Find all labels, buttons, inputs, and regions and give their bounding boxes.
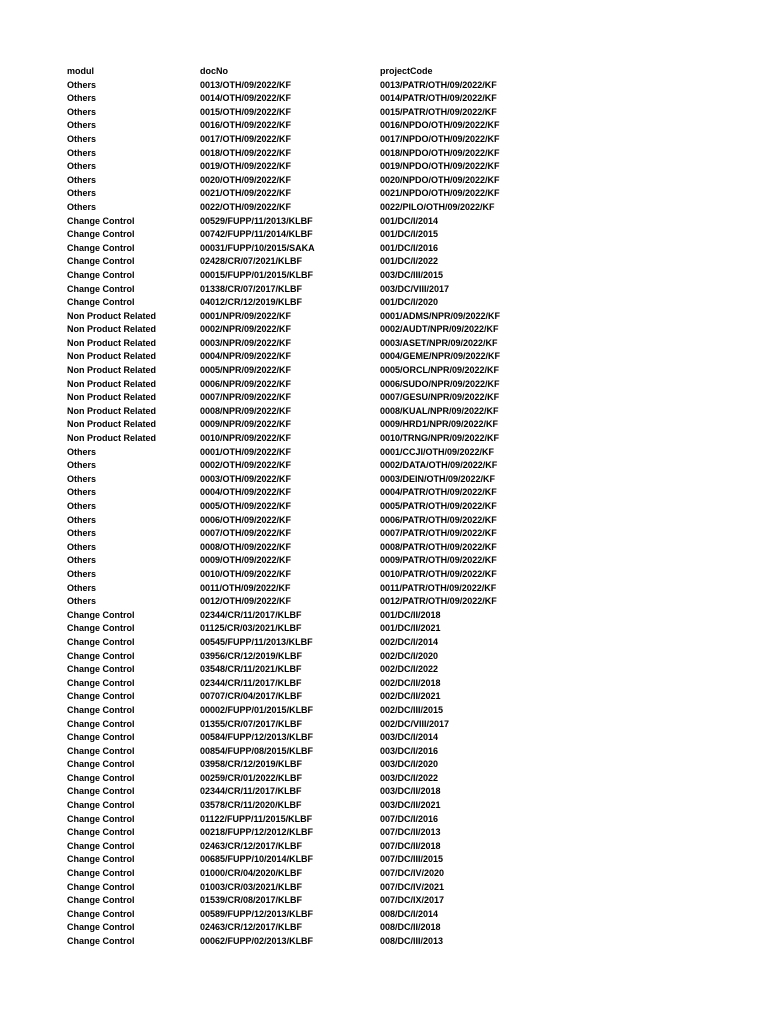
docno-cell: 0020/OTH/09/2022/KF: [200, 174, 292, 185]
projectcode-cell: 0005/ORCL/NPR/09/2022/KF: [380, 365, 500, 376]
docno-cell: 0001/OTH/09/2022/KF: [200, 446, 292, 457]
table-row: [67, 92, 530, 106]
projectcode-cell: 0020/NPDO/OTH/09/2022/KF: [380, 174, 500, 185]
docno-cell: 02344/CR/11/2017/KLBF: [200, 786, 302, 797]
table-row: [67, 147, 530, 161]
docno-cell: 0002/OTH/09/2022/KF: [200, 460, 292, 471]
docno-cell: 00259/CR/01/2022/KLBF: [200, 772, 303, 783]
docno-cell: 02428/CR/07/2021/KLBF: [200, 256, 303, 267]
projectcode-cell: 0003/ASET/NPR/09/2022/KF: [380, 337, 498, 348]
modul-cell: Change Control: [67, 215, 135, 226]
projectcode-cell: 002/DC/I/2022: [380, 664, 439, 675]
modul-cell: Non Product Related: [67, 392, 157, 403]
projectcode-cell: 0007/GESU/NPR/09/2022/KF: [380, 392, 500, 403]
docno-cell: 00854/FUPP/08/2015/KLBF: [200, 745, 314, 756]
docno-cell: 01122/FUPP/11/2015/KLBF: [200, 813, 313, 824]
table-row: [67, 908, 530, 922]
table-row: [67, 418, 530, 432]
modul-cell: Change Control: [67, 827, 135, 838]
docno-cell: 02463/CR/12/2017/KLBF: [200, 922, 303, 933]
column-header-docno: docNo: [200, 66, 228, 76]
modul-cell: Change Control: [67, 609, 135, 620]
modul-cell: Change Control: [67, 732, 135, 743]
modul-cell: Change Control: [67, 269, 135, 280]
modul-cell: Change Control: [67, 664, 135, 675]
projectcode-cell: 0010/PATR/OTH/09/2022/KF: [380, 568, 497, 579]
table-row: [67, 500, 530, 514]
projectcode-cell: 001/DC/I/2015: [380, 229, 439, 240]
docno-cell: 0013/OTH/09/2022/KF: [200, 79, 292, 90]
table-row: [67, 853, 530, 867]
projectcode-cell: 0006/SUDO/NPR/09/2022/KF: [380, 378, 500, 389]
table-row: [67, 527, 530, 541]
docno-cell: 0007/NPR/09/2022/KF: [200, 392, 292, 403]
modul-cell: Change Control: [67, 650, 135, 661]
modul-cell: Change Control: [67, 908, 135, 919]
docno-cell: 02463/CR/12/2017/KLBF: [200, 840, 303, 851]
docno-cell: 01125/CR/03/2021/KLBF: [200, 623, 302, 634]
docno-cell: 0014/OTH/09/2022/KF: [200, 93, 292, 104]
table-row: [67, 568, 530, 582]
docno-cell: 0007/OTH/09/2022/KF: [200, 528, 292, 539]
projectcode-cell: 0011/PATR/OTH/09/2022/KF: [380, 582, 497, 593]
modul-cell: Non Product Related: [67, 405, 157, 416]
projectcode-cell: 002/DC/VIII/2017: [380, 718, 450, 729]
table-row: [67, 677, 530, 691]
table-row: [67, 106, 530, 120]
modul-cell: Others: [67, 568, 97, 579]
projectcode-cell: 007/DC/II/2018: [380, 840, 441, 851]
docno-cell: 02344/CR/11/2017/KLBF: [200, 677, 302, 688]
table-row: [67, 405, 530, 419]
docno-cell: 0004/NPR/09/2022/KF: [200, 351, 292, 362]
docno-cell: 00685/FUPP/10/2014/KLBF: [200, 854, 314, 865]
docno-cell: 0008/OTH/09/2022/KF: [200, 541, 292, 552]
table-row: [67, 133, 530, 147]
docno-cell: 0018/OTH/09/2022/KF: [200, 147, 292, 158]
projectcode-cell: 0022/PILO/OTH/09/2022/KF: [380, 201, 495, 212]
projectcode-cell: 0010/TRNG/NPR/09/2022/KF: [380, 433, 500, 444]
docno-cell: 0021/OTH/09/2022/KF: [200, 188, 292, 199]
projectcode-cell: 007/DC/IX/2017: [380, 895, 445, 906]
docno-cell: 0010/OTH/09/2022/KF: [200, 568, 292, 579]
modul-cell: Change Control: [67, 813, 135, 824]
docno-cell: 0006/NPR/09/2022/KF: [200, 378, 292, 389]
projectcode-cell: 0002/DATA/OTH/09/2022/KF: [380, 460, 498, 471]
projectcode-cell: 0016/NPDO/OTH/09/2022/KF: [380, 120, 500, 131]
modul-cell: Others: [67, 201, 97, 212]
modul-cell: Others: [67, 446, 97, 457]
modul-cell: Non Product Related: [67, 337, 157, 348]
modul-cell: Non Product Related: [67, 351, 157, 362]
table-row: [67, 636, 530, 650]
modul-cell: Non Product Related: [67, 324, 157, 335]
table-row: [67, 296, 530, 310]
modul-cell: Non Product Related: [67, 365, 157, 376]
docno-cell: 03958/CR/12/2019/KLBF: [200, 759, 303, 770]
table-row: [67, 187, 530, 201]
docno-cell: 00031/FUPP/10/2015/SAKA: [200, 242, 315, 253]
modul-cell: Change Control: [67, 283, 135, 294]
projectcode-cell: 001/DC/I/2014: [380, 215, 439, 226]
docno-cell: 0008/NPR/09/2022/KF: [200, 405, 292, 416]
modul-cell: Others: [67, 555, 97, 566]
table-row: [67, 119, 530, 133]
docno-cell: 0009/NPR/09/2022/KF: [200, 419, 292, 430]
projectcode-cell: 003/DC/II/2018: [380, 786, 441, 797]
table-row: [67, 541, 530, 555]
projectcode-cell: 007/DC/IV/2020: [380, 868, 445, 879]
modul-cell: Change Control: [67, 759, 135, 770]
table-row: [67, 378, 530, 392]
projectcode-cell: 002/DC/II/2021: [380, 691, 441, 702]
modul-cell: Change Control: [67, 895, 135, 906]
projectcode-cell: 007/DC/III/2015: [380, 854, 444, 865]
docno-cell: 0017/OTH/09/2022/KF: [200, 133, 292, 144]
modul-cell: Others: [67, 147, 97, 158]
modul-cell: Change Control: [67, 922, 135, 933]
table-row: [67, 269, 530, 283]
table-row: [67, 622, 530, 636]
projectcode-cell: 0009/PATR/OTH/09/2022/KF: [380, 555, 497, 566]
modul-cell: Others: [67, 501, 97, 511]
modul-cell: Change Control: [67, 854, 135, 865]
projectcode-cell: 003/DC/III/2015: [380, 269, 444, 280]
modul-cell: Others: [67, 487, 97, 498]
projectcode-cell: 0007/PATR/OTH/09/2022/KF: [380, 528, 497, 539]
docno-cell: 0005/NPR/09/2022/KF: [200, 365, 292, 376]
modul-cell: Others: [67, 93, 97, 104]
docno-cell: 0004/OTH/09/2022/KF: [200, 487, 292, 498]
modul-cell: Change Control: [67, 704, 135, 715]
table-row: [67, 79, 530, 93]
table-row: [67, 718, 530, 732]
docno-cell: 00529/FUPP/11/2013/KLBF: [200, 215, 313, 226]
projectcode-cell: 0005/PATR/OTH/09/2022/KF: [380, 501, 497, 511]
projectcode-cell: 007/DC/IV/2021: [380, 881, 445, 892]
table-row: [67, 867, 530, 881]
projectcode-cell: 007/DC/I/2016: [380, 813, 439, 824]
projectcode-cell: 008/DC/I/2014: [380, 908, 439, 919]
table-row: [67, 160, 530, 174]
projectcode-cell: 0003/DEIN/OTH/09/2022/KF: [380, 473, 496, 484]
docno-cell: 0002/NPR/09/2022/KF: [200, 324, 292, 335]
modul-cell: Others: [67, 596, 97, 607]
projectcode-cell: 008/DC/II/2018: [380, 922, 441, 933]
projectcode-cell: 0015/PATR/OTH/09/2022/KF: [380, 106, 497, 117]
projectcode-cell: 002/DC/I/2020: [380, 650, 439, 661]
docno-cell: 0009/OTH/09/2022/KF: [200, 555, 292, 566]
docno-cell: 0015/OTH/09/2022/KF: [200, 106, 292, 117]
projectcode-cell: 0012/PATR/OTH/09/2022/KF: [380, 596, 497, 607]
projectcode-cell: 003/DC/VIII/2017: [380, 283, 450, 294]
projectcode-cell: 0001/CCJI/OTH/09/2022/KF: [380, 446, 495, 457]
projectcode-cell: 0004/PATR/OTH/09/2022/KF: [380, 487, 497, 498]
table-row: [67, 310, 530, 324]
table-row: [67, 663, 530, 677]
docno-cell: 00584/FUPP/12/2013/KLBF: [200, 732, 314, 743]
column-header-modul: modul: [67, 66, 94, 76]
docno-cell: 00545/FUPP/11/2013/KLBF: [200, 636, 313, 647]
modul-cell: Change Control: [67, 297, 135, 308]
docno-cell: 0010/NPR/09/2022/KF: [200, 433, 292, 444]
modul-cell: Others: [67, 541, 97, 552]
projectcode-cell: 001/DC/II/2021: [380, 623, 441, 634]
projectcode-cell: 0001/ADMS/NPR/09/2022/KF: [380, 310, 501, 321]
projectcode-cell: 002/DC/II/2018: [380, 677, 441, 688]
projectcode-cell: 001/DC/I/2016: [380, 242, 439, 253]
projectcode-cell: 002/DC/III/2015: [380, 704, 444, 715]
modul-cell: Others: [67, 188, 97, 199]
modul-cell: Others: [67, 514, 97, 525]
table-row: [67, 826, 530, 840]
modul-cell: Others: [67, 582, 97, 593]
projectcode-cell: 003/DC/I/2022: [380, 772, 439, 783]
docno-cell: 01355/CR/07/2017/KLBF: [200, 718, 303, 729]
modul-cell: Change Control: [67, 242, 135, 253]
projectcode-cell: 0004/GEME/NPR/09/2022/KF: [380, 351, 501, 362]
modul-cell: Non Product Related: [67, 433, 157, 444]
docno-cell: 03578/CR/11/2020/KLBF: [200, 800, 302, 811]
docno-cell: 01003/CR/03/2021/KLBF: [200, 881, 303, 892]
projectcode-cell: 003/DC/I/2020: [380, 759, 439, 770]
modul-cell: Change Control: [67, 677, 135, 688]
table-row: [67, 486, 530, 500]
projectcode-cell: 001/DC/I/2022: [380, 256, 439, 267]
docno-cell: 0001/NPR/09/2022/KF: [200, 310, 292, 321]
docno-cell: 0012/OTH/09/2022/KF: [200, 596, 292, 607]
docno-cell: 0005/OTH/09/2022/KF: [200, 501, 292, 511]
table-row: [67, 459, 530, 473]
modul-cell: Others: [67, 473, 97, 484]
table-row: [67, 283, 530, 297]
docno-cell: 00002/FUPP/01/2015/KLBF: [200, 704, 314, 715]
docno-cell: 01338/CR/07/2017/KLBF: [200, 283, 303, 294]
docno-cell: 00015/FUPP/01/2015/KLBF: [200, 269, 314, 280]
docno-cell: 0016/OTH/09/2022/KF: [200, 120, 292, 131]
column-header-projectcode: projectCode: [380, 66, 433, 76]
modul-cell: Change Control: [67, 691, 135, 702]
docno-cell: 04012/CR/12/2019/KLBF: [200, 297, 303, 308]
projectcode-cell: 002/DC/I/2014: [380, 636, 439, 647]
projectcode-cell: 001/DC/II/2018: [380, 609, 441, 620]
projectcode-cell: 0019/NPDO/OTH/09/2022/KF: [380, 161, 500, 172]
projectcode-cell: 003/DC/I/2014: [380, 732, 439, 743]
docno-cell: 0019/OTH/09/2022/KF: [200, 161, 292, 172]
docno-cell: 00589/FUPP/12/2013/KLBF: [200, 908, 314, 919]
table-row: [67, 554, 530, 568]
table-row: [67, 840, 530, 854]
docno-cell: 00062/FUPP/02/2013/KLBF: [200, 936, 314, 946]
modul-cell: Change Control: [67, 881, 135, 892]
modul-cell: Others: [67, 133, 97, 144]
table-row: [67, 758, 530, 772]
projectcode-cell: 0008/PATR/OTH/09/2022/KF: [380, 541, 497, 552]
projectcode-cell: 0009/HRD1/NPR/09/2022/KF: [380, 419, 499, 430]
table-row: [67, 595, 530, 609]
table-row: [67, 731, 530, 745]
modul-cell: Others: [67, 460, 97, 471]
projectcode-cell: 003/DC/II/2021: [380, 800, 441, 811]
modul-cell: Change Control: [67, 229, 135, 240]
projectcode-cell: 0021/NPDO/OTH/09/2022/KF: [380, 188, 500, 199]
docno-cell: 00742/FUPP/11/2014/KLBF: [200, 229, 313, 240]
docno-cell: 0022/OTH/09/2022/KF: [200, 201, 292, 212]
header-row: [67, 65, 530, 79]
modul-cell: Change Control: [67, 936, 135, 946]
table-row: [67, 201, 530, 215]
modul-cell: Change Control: [67, 623, 135, 634]
table-row: [67, 323, 530, 337]
table-row: [67, 921, 530, 935]
projectcode-cell: 0014/PATR/OTH/09/2022/KF: [380, 93, 497, 104]
table-row: [67, 432, 530, 446]
table-row: [67, 745, 530, 759]
table-row: [67, 255, 530, 269]
table-row: [67, 215, 530, 229]
table-row: [67, 650, 530, 664]
table-row: [67, 364, 530, 378]
projectcode-cell: 0002/AUDT/NPR/09/2022/KF: [380, 324, 499, 335]
docno-cell: 0003/NPR/09/2022/KF: [200, 337, 292, 348]
projectcode-cell: 007/DC/II/2013: [380, 827, 441, 838]
modul-cell: Non Product Related: [67, 378, 157, 389]
projectcode-cell: 0008/KUAL/NPR/09/2022/KF: [380, 405, 499, 416]
table-row: [67, 350, 530, 364]
table-row: [67, 174, 530, 188]
projectcode-cell: 001/DC/I/2020: [380, 297, 439, 308]
projectcode-cell: 0018/NPDO/OTH/09/2022/KF: [380, 147, 500, 158]
data-table: [67, 65, 530, 949]
table-row: [67, 609, 530, 623]
table-row: [67, 894, 530, 908]
projectcode-cell: 0013/PATR/OTH/09/2022/KF: [380, 79, 497, 90]
projectcode-cell: 008/DC/III/2013: [380, 936, 444, 946]
modul-cell: Change Control: [67, 786, 135, 797]
docno-cell: 00707/CR/04/2017/KLBF: [200, 691, 303, 702]
modul-cell: Non Product Related: [67, 310, 157, 321]
docno-cell: 0006/OTH/09/2022/KF: [200, 514, 292, 525]
table-row: [67, 785, 530, 799]
modul-cell: Change Control: [67, 840, 135, 851]
docno-cell: 03956/CR/12/2019/KLBF: [200, 650, 303, 661]
projectcode-cell: 003/DC/I/2016: [380, 745, 439, 756]
modul-cell: Non Product Related: [67, 419, 157, 430]
docno-cell: 0003/OTH/09/2022/KF: [200, 473, 292, 484]
modul-cell: Others: [67, 106, 97, 117]
modul-cell: Change Control: [67, 745, 135, 756]
table-row: [67, 799, 530, 813]
docno-cell: 01000/CR/04/2020/KLBF: [200, 868, 303, 879]
modul-cell: Change Control: [67, 800, 135, 811]
table-row: [67, 391, 530, 405]
modul-cell: Others: [67, 120, 97, 131]
docno-cell: 03548/CR/11/2021/KLBF: [200, 664, 302, 675]
table-row: [67, 690, 530, 704]
table-row: [67, 446, 530, 460]
docno-cell: 01539/CR/08/2017/KLBF: [200, 895, 303, 906]
table-row: [67, 337, 530, 351]
projectcode-cell: 0017/NPDO/OTH/09/2022/KF: [380, 133, 500, 144]
table-row: [67, 473, 530, 487]
modul-cell: Change Control: [67, 256, 135, 267]
modul-cell: Others: [67, 174, 97, 185]
modul-cell: Others: [67, 79, 97, 90]
table-row: [67, 935, 530, 949]
table-row: [67, 582, 530, 596]
projectcode-cell: 0006/PATR/OTH/09/2022/KF: [380, 514, 497, 525]
table-row: [67, 228, 530, 242]
docno-cell: 0011/OTH/09/2022/KF: [200, 582, 291, 593]
table-body: [67, 79, 530, 949]
modul-cell: Change Control: [67, 636, 135, 647]
modul-cell: Change Control: [67, 868, 135, 879]
modul-cell: Others: [67, 161, 97, 172]
modul-cell: Others: [67, 528, 97, 539]
modul-cell: Change Control: [67, 718, 135, 729]
modul-cell: Change Control: [67, 772, 135, 783]
docno-cell: 02344/CR/11/2017/KLBF: [200, 609, 302, 620]
table-row: [67, 514, 530, 528]
table-row: [67, 881, 530, 895]
table-row: [67, 772, 530, 786]
table-row: [67, 813, 530, 827]
docno-cell: 00218/FUPP/12/2012/KLBF: [200, 827, 314, 838]
table-row: [67, 242, 530, 256]
table-row: [67, 704, 530, 718]
